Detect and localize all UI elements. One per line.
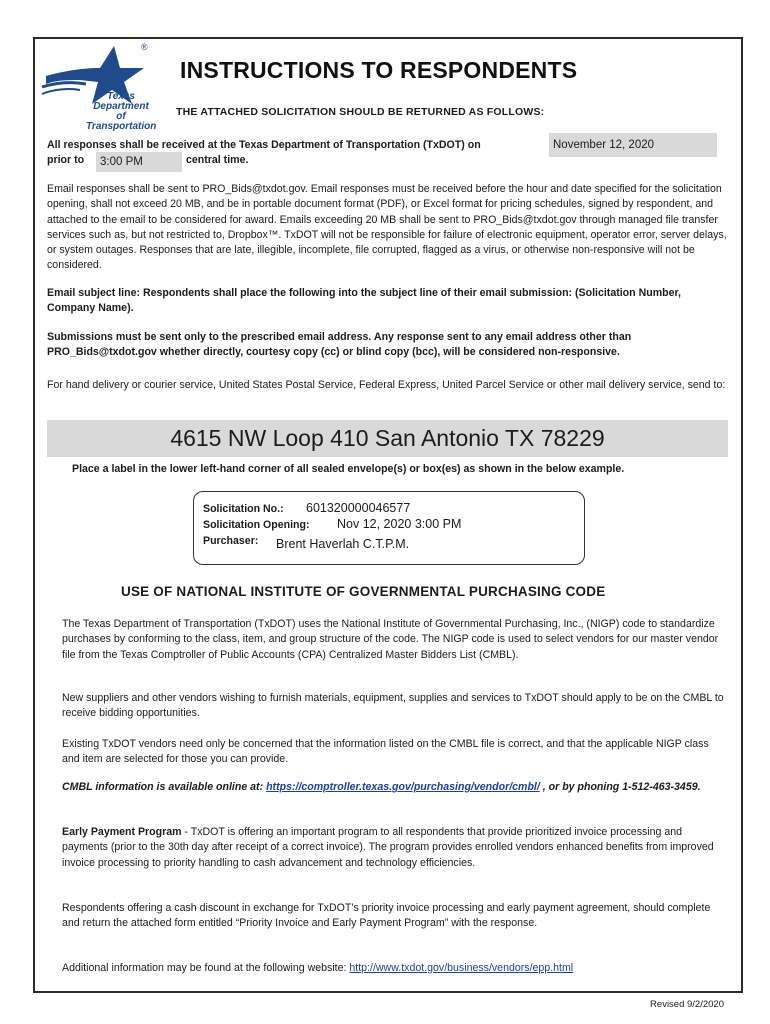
txdot-logo (40, 42, 158, 132)
existing-vendors-paragraph: Existing TxDOT vendors need only be concerned that the information listed on the CMBL file is correct, and that the applicable NIGP class and item are selected for those you can provide. (62, 738, 709, 766)
additional-info-paragraph: Additional information may be found at the following website: http://www.txdot.gov/business/vendors/epp.html (62, 962, 574, 974)
section-title: USE OF NATIONAL INSTITUTE OF GOVERNMENTAL PURCHASING CODE (121, 584, 606, 599)
page-title: INSTRUCTIONS TO RESPONDENTS (180, 57, 578, 83)
epp-link[interactable]: http://www.txdot.gov/business/vendors/epp.html (349, 962, 574, 974)
hand-delivery-paragraph: For hand delivery or courier service, United States Postal Service, Federal Express, United Parcel Service or other mail delivery service, send to: (47, 379, 726, 391)
revised-date: Revised 9/2/2020 (650, 999, 724, 1010)
cmbl-link[interactable]: https://comptroller.texas.gov/purchasing/vendor/cmbl/ (266, 781, 540, 793)
logo-text: Texas Department of Transportation (86, 91, 157, 132)
subject-line-paragraph: Email subject line: Respondents shall place the following into the subject line of their email submission: (Solicitation Number, Company Name). (47, 287, 681, 315)
label-instruction: Place a label in the lower left-hand corner of all sealed envelope(s) or box(es) as shown in the below example. (72, 463, 625, 475)
example-label (193, 491, 585, 565)
deadline-time-field[interactable]: 3:00 PM (96, 152, 182, 172)
email-paragraph: Email responses shall be sent to PRO_Bids@txdot.gov. Email responses must be received before the hour and date specified for the solicitation opening, shall not exceed 20 MB, and be in portable document format (PDF), or Excel format for pricing schedules, signed by respondent, and attached to the email to be considered for award. Emails exceeding 20 MB shall be sent to PRO_Bids@txdot.gov through managed file transfer services such as, but not restricted to, Dropbox™. TxDOT will not be responsible for failure of electronic equipment, operator error, server delays, or system outages. Responses that are late, illegible, incomplete, file corrupted, flagged as a virus, or otherwise non-responsive will not be considered. (47, 183, 727, 272)
deadline-date-field[interactable]: November 12, 2020 (549, 133, 717, 157)
early-payment-paragraph: Early Payment Program - TxDOT is offering an important program to all respondents that provide prioritized invoice processing and payments (prior to the 30th day after receipt of a correct invoice). The program provides enrolled vendors enhanced benefits from improved invoice processing to priority handling to cash advancement and technology efficiencies. (62, 826, 714, 869)
nigp-paragraph: The Texas Department of Transportation (TxDOT) uses the National Institute of Governmental Purchasing, Inc., (NIGP) code to standardize purchases by conforming to the class, item, and group structure of the code. The NIGP code is used to select vendors for our master vendor file from the Texas Comptroller of Public Accounts (CPA) Centralized Master Bidders List (CMBL). (62, 618, 719, 661)
purchaser-value: Brent Haverlah C.T.P.M. (276, 537, 410, 551)
solicitation-no-value: 601320000046577 (306, 501, 411, 515)
prior-to-text: prior to (47, 154, 85, 166)
submissions-paragraph: Submissions must be sent only to the prescribed email address. Any response sent to any email address other than PRO_Bids@txdot.gov whether directly, courtesy copy (cc) or blind copy (bcc), will be considered non-responsive. (47, 331, 632, 359)
purchaser-label: Purchaser: (203, 535, 259, 547)
delivery-address: 4615 NW Loop 410 San Antonio TX 78229 (47, 420, 728, 457)
solicitation-no-label: Solicitation No.: (203, 503, 284, 515)
registered-mark: ® (141, 42, 148, 52)
solicitation-opening-label: Solicitation Opening: (203, 519, 310, 531)
discount-paragraph: Respondents offering a cash discount in exchange for TxDOT’s priority invoice processing and early payment agreement, should complete and return the attached form entitled “Priority Invoice and Early Payment Program” with the response. (62, 902, 711, 930)
cmbl-paragraph: CMBL information is available online at: https://comptroller.texas.gov/purchasing/vendor/cmbl/ , or by phoning 1-512-463-3459. (62, 781, 701, 793)
subtitle: THE ATTACHED SOLICITATION SHOULD BE RETURNED AS FOLLOWS: (176, 106, 545, 118)
central-time-text: central time. (186, 154, 249, 166)
new-suppliers-paragraph: New suppliers and other vendors wishing to furnish materials, equipment, supplies and services to TxDOT should apply to be on the CMBL to receive bidding opportunities. (62, 692, 724, 720)
solicitation-opening-value: Nov 12, 2020 3:00 PM (337, 517, 462, 531)
deadline-text: All responses shall be received at the Texas Department of Transportation (TxDOT) on (47, 139, 481, 151)
early-payment-heading: Early Payment Program (62, 826, 182, 838)
